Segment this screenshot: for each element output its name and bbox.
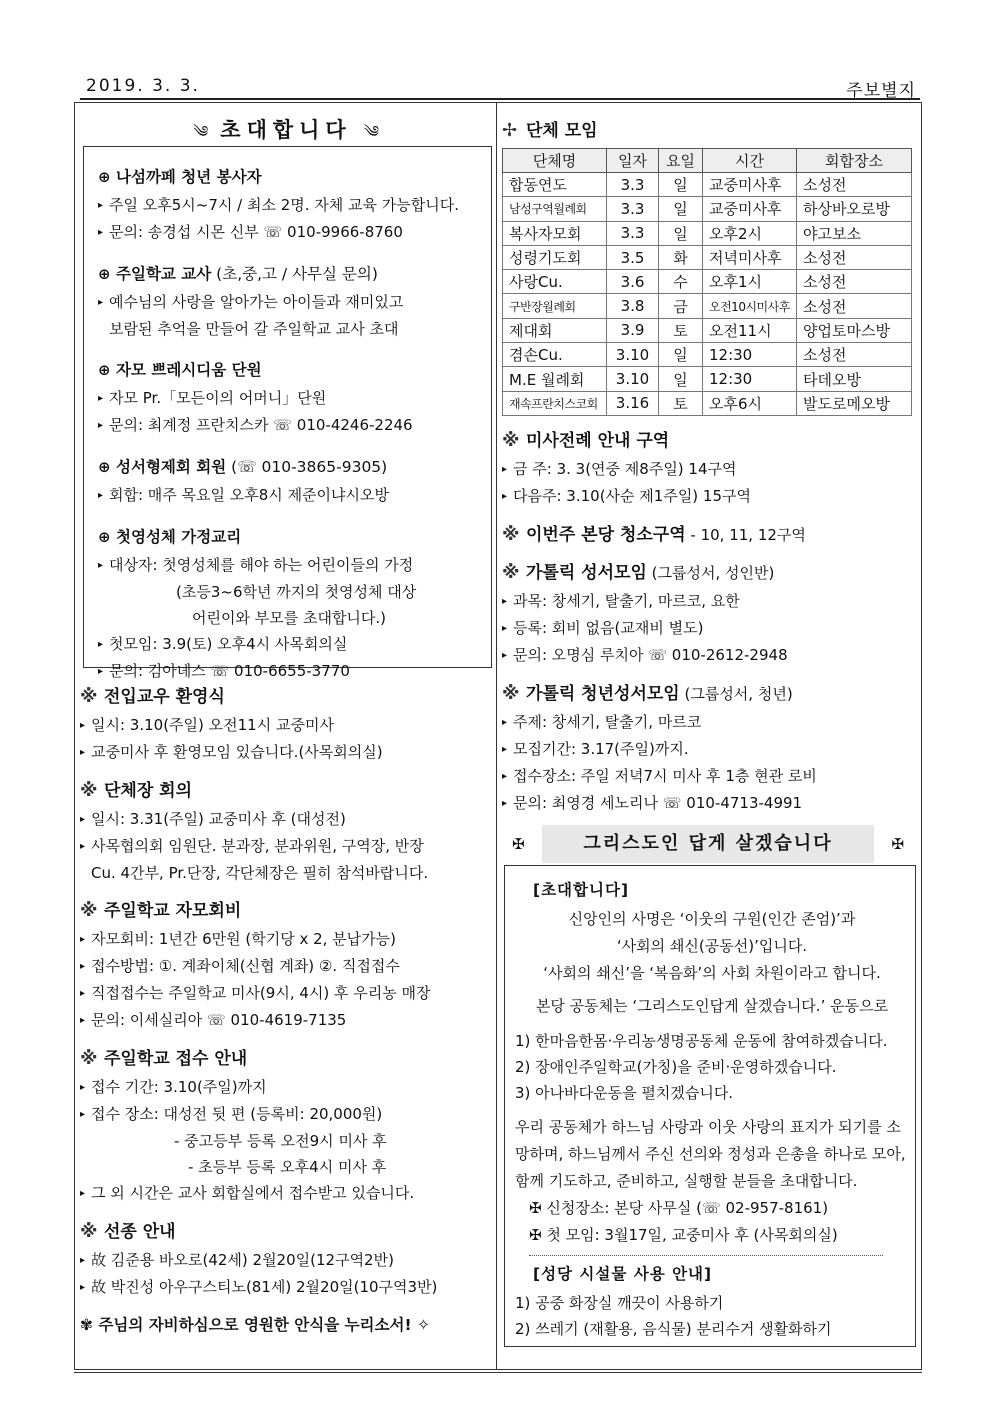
- table-row: 구반장월례회 3.8 금 오전10시미사후 소성전: [503, 294, 912, 318]
- cross-icon: ✠: [891, 834, 904, 853]
- section-line: ▸ 문의: 최영경 세노리나 ☏ 010-4713-4991: [502, 790, 916, 817]
- section-line: - 중고등부 등록 오전9시 미사 후: [174, 1132, 387, 1150]
- section-line: ▸ 일시: 3.31(주일) 교중미사 후 (대성전): [80, 806, 492, 833]
- mission-line: 신앙인의 사명은 ‘이웃의 구원(인간 존엄)’과: [568, 909, 856, 928]
- invite-line: ▸ 주일 오후5시~7시 / 최소 2명. 자체 교육 가능합니다.: [98, 192, 483, 219]
- sparkle-icon: ※: [80, 780, 98, 801]
- section-line: ▸ 접수 기간: 3.10(주일)까지: [80, 1074, 492, 1101]
- page-header: [80, 74, 920, 100]
- apply-line: ✠ 신청장소: 본당 사무실 (☏ 02-957-8161): [529, 1198, 829, 1217]
- arrow-icon: ▸: [502, 716, 508, 728]
- table-row: 합동연도 3.3 일 교중미사후 소성전: [503, 173, 912, 197]
- arrow-icon: ▸: [502, 743, 508, 755]
- section-line: ▸ 다음주: 3.10(사순 제1주일) 15구역: [502, 483, 916, 510]
- section-title: ※ 단체장 회의: [80, 778, 492, 804]
- section-title: ※ 전입교우 환영식: [80, 684, 492, 710]
- arrow-icon: ▸: [502, 797, 508, 809]
- section-line: ▸ 금 주: 3. 3(연중 제8주일) 14구역: [502, 456, 916, 483]
- section-line: ▸ 문의: 오명심 루치아 ☏ 010-2612-2948: [502, 642, 916, 669]
- sparkle-icon: ※: [80, 1221, 98, 1242]
- table-row: 제대회 3.9 토 오전11시 양업토마스방: [503, 318, 912, 342]
- sparkle-icon: ※: [502, 429, 520, 451]
- table-row: 복사자모회 3.3 일 오후2시 야고보소: [503, 221, 912, 245]
- banner-title: 그리스도인 답게 살겠습니다: [542, 825, 874, 863]
- section-line: ▸ 교중미사 후 환영모임 있습니다.(사목회의실): [80, 739, 492, 766]
- section-title: ※ 이번주 본당 청소구역 - 10, 11, 12구역: [502, 522, 916, 548]
- arrow-icon: ▸: [98, 393, 104, 404]
- section-title: ※ 미사전례 안내 구역: [502, 428, 916, 454]
- cross-flower-icon: ✢: [502, 120, 518, 141]
- invite-group-title: ⊕ 자모 쁘레시디움 단원: [98, 361, 262, 379]
- table-row: 재속프란치스코회 3.16 토 오후6시 발도로메오방: [503, 391, 912, 415]
- christian-box: [504, 865, 916, 1347]
- target-icon: ⊕: [98, 265, 111, 283]
- invite-title: ༄ 초대합니다 ༄: [193, 118, 379, 142]
- invite-line: ▸ 문의: 송경섭 시몬 신부 ☏ 010-9966-8760: [98, 219, 483, 246]
- candle-icon: ✧: [411, 1316, 430, 1334]
- mission-line: ‘사회의 쇄신’을 ‘복음화’의 사회 차원이라고 합니다.: [543, 963, 881, 982]
- section-line: ▸ 사목협의회 임원단. 분과장, 분과위원, 구역장, 반장: [80, 833, 492, 860]
- invite-line: ▸ 대상자: 첫영성체를 해야 하는 어린이들의 가정: [98, 552, 483, 579]
- arrow-icon: ▸: [80, 1255, 86, 1266]
- section-title: ※ 주일학교 자모회비: [80, 898, 492, 924]
- section-title: ※ 선종 안내: [80, 1219, 492, 1245]
- section-line: ▸ 일시: 3.10(주일) 오전11시 교중미사: [80, 712, 492, 739]
- invite-paragraph: 우리 공동체가 하느님 사랑과 이웃 사랑의 표지가 되기를 소망하며, 하느님께서 주신 선의와 정성과 은총을 하나로 모아, 함께 기도하고, 준비하고, 실행할 분들을 초대합니다.: [515, 1117, 906, 1190]
- arrow-icon: ▸: [98, 420, 104, 431]
- arrow-icon: ▸: [80, 720, 86, 731]
- bulletin-supplement-label: 주보별지: [846, 81, 916, 101]
- arrow-icon: ▸: [502, 490, 508, 502]
- schedule-table: [502, 148, 912, 416]
- section-line: ▸ 직접접수는 주일학교 미사(9시, 4시) 후 우리농 매장: [80, 980, 492, 1007]
- column-divider: [496, 102, 497, 1370]
- sparkle-icon: ※: [80, 686, 98, 707]
- arrow-icon: ▸: [80, 1109, 86, 1120]
- section-line: ▸ 과목: 창세기, 탈출기, 마르코, 요한: [502, 588, 916, 615]
- table-row: 성령기도회 3.5 화 저녁미사후 소성전: [503, 245, 912, 269]
- arrow-icon: ▸: [98, 666, 104, 677]
- dotted-divider: [529, 1255, 883, 1256]
- pledge-item: 1) 한마음한몸·우리농생명공동체 운동에 참여하겠습니다.: [515, 1031, 888, 1050]
- section-line: - 초등부 등록 오후4시 미사 후: [188, 1158, 387, 1176]
- col-header: 회합장소: [797, 149, 912, 173]
- left-column: [80, 106, 492, 1335]
- section-line: ▸ 주제: 창세기, 탈출기, 마르코: [502, 709, 916, 736]
- section-title: ※ 가톨릭 청년성서모임 (그룹성서, 청년): [502, 681, 916, 707]
- invite-line: ▸ 첫모임: 3.9(토) 오후4시 사목회의실: [98, 631, 483, 658]
- arrow-icon: ▸: [98, 560, 104, 571]
- invite-heading: [초대합니다]: [533, 880, 630, 899]
- section-line: ▸ 접수장소: 주일 저녁7시 미사 후 1층 현관 로비: [502, 763, 916, 790]
- invite-group-title: ⊕ 주일학교 교사 (초,중,고 / 사무실 문의): [98, 265, 378, 283]
- arrow-icon: ▸: [80, 934, 86, 945]
- arrow-icon: ▸: [80, 1188, 86, 1199]
- arrow-icon: ▸: [502, 649, 508, 661]
- facility-item: 1) 공중 화장실 깨끗이 사용하기: [515, 1293, 724, 1312]
- schedule-header-row: [503, 149, 912, 173]
- sparkle-icon: ※: [80, 900, 98, 921]
- invite-line: ▸ 문의: 최계정 프란치스카 ☏ 010-4246-2246: [98, 412, 483, 439]
- section-line: ▸ 접수방법: ①. 계좌이체(신협 계좌) ②. 직접접수: [80, 953, 492, 980]
- mission-line: 본당 공동체는 ‘그리스도인답게 살겠습니다.’ 운동으로: [535, 996, 889, 1015]
- arrow-icon: ▸: [502, 463, 508, 475]
- invite-box: [83, 146, 492, 680]
- arrow-icon: ▸: [80, 1082, 86, 1093]
- cross-icon: ✠: [529, 1198, 542, 1217]
- arrow-icon: ▸: [80, 841, 86, 852]
- schedule-title: ✢ 단체 모임: [502, 118, 916, 144]
- section-line: ▸ 모집기간: 3.17(주일)까지.: [502, 736, 916, 763]
- section-title: ※ 주일학교 접수 안내: [80, 1046, 492, 1072]
- ornament-right-icon: ༄: [363, 122, 379, 141]
- arrow-icon: ▸: [98, 490, 104, 501]
- section-line: ▸ 접수 장소: 대성전 뒷 편 (등록비: 20,000원): [80, 1101, 492, 1128]
- col-header: 요일: [659, 149, 703, 173]
- arrow-icon: ▸: [502, 770, 508, 782]
- section-title: ※ 가톨릭 성서모임 (그룹성서, 성인반): [502, 560, 916, 586]
- invite-line: ▸ 문의: 김아녜스 ☏ 010-6655-3770: [98, 658, 483, 685]
- target-icon: ⊕: [98, 458, 111, 476]
- cross-icon: ✠: [529, 1225, 542, 1244]
- arrow-icon: ▸: [80, 747, 86, 758]
- arrow-icon: ▸: [98, 639, 104, 650]
- mission-line: ‘사회의 쇄신(공동선)’입니다.: [616, 936, 808, 955]
- bottom-rule: [74, 1372, 922, 1373]
- invite-group-title: ⊕ 첫영성체 가정교리: [98, 528, 242, 546]
- facility-item: 2) 쓰레기 (재활용, 음식물) 분리수거 생활화하기: [515, 1319, 832, 1338]
- col-header: 단체명: [503, 149, 607, 173]
- arrow-icon: ▸: [502, 595, 508, 607]
- arrow-icon: ▸: [98, 297, 104, 308]
- condolence-message: ✾ 주님의 자비하심으로 영원한 안식을 누리소서! ✧: [80, 1316, 430, 1334]
- arrow-icon: ▸: [80, 1282, 86, 1293]
- pledge-item: 3) 아나바다운동을 펼치겠습니다.: [515, 1083, 734, 1102]
- section-line: ▸ 故 박진성 아우구스티노(81세) 2월20일(10구역3반): [80, 1274, 492, 1301]
- section-line: ▸ 문의: 이세실리아 ☏ 010-4619-7135: [80, 1007, 492, 1034]
- table-row: 남성구역월례회 3.3 일 교중미사후 하상바오로방: [503, 197, 912, 221]
- section-line: ▸ 등록: 회비 없음(교재비 별도): [502, 615, 916, 642]
- invite-line: (초등3~6학년 까지의 첫영성체 대상: [176, 583, 417, 601]
- bulletin-date: 2019. 3. 3.: [86, 76, 200, 96]
- section-line: ▸ 자모회비: 1년간 6만원 (학기당 x 2, 분납가능): [80, 926, 492, 953]
- arrow-icon: ▸: [98, 200, 104, 211]
- invite-group-title: ⊕ 성서형제회 회원 (☏ 010-3865-9305): [98, 458, 388, 476]
- table-row: 사랑Cu. 3.6 수 오후1시 소성전: [503, 270, 912, 294]
- table-row: 겸손Cu. 3.10 일 12:30 소성전: [503, 343, 912, 367]
- col-header: 일자: [607, 149, 659, 173]
- arrow-icon: ▸: [98, 227, 104, 238]
- target-icon: ⊕: [98, 528, 111, 546]
- invite-group-title: ⊕ 나섬까페 청년 봉사자: [98, 168, 262, 186]
- section-line: Cu. 4간부, Pr.단장, 각단체장은 필히 참석바랍니다.: [91, 864, 429, 882]
- sparkle-icon: ※: [80, 1048, 98, 1069]
- invite-line: 보람된 추억을 만들어 갈 주일학교 교사 초대: [109, 320, 399, 338]
- target-icon: ⊕: [98, 168, 111, 186]
- apply-line: ✠ 첫 모임: 3월17일, 교중미사 후 (사목회의실): [529, 1225, 838, 1244]
- sparkle-icon: ※: [502, 561, 520, 583]
- pledge-item: 2) 장애인주일학교(가칭)을 준비·운영하겠습니다.: [515, 1057, 837, 1076]
- sparkle-icon: ※: [502, 682, 520, 704]
- ornament-left-icon: ༄: [193, 122, 209, 141]
- invite-line: 어린이와 부모를 초대합니다.): [192, 609, 387, 627]
- right-column: [502, 106, 916, 1347]
- arrow-icon: ▸: [80, 814, 86, 825]
- arrow-icon: ▸: [80, 961, 86, 972]
- invite-line: ▸ 회합: 매주 목요일 오후8시 제준이냐시오방: [98, 482, 483, 509]
- target-icon: ⊕: [98, 361, 111, 379]
- arrow-icon: ▸: [502, 622, 508, 634]
- christian-banner: [502, 825, 916, 865]
- facility-heading: [성당 시설물 사용 안내]: [533, 1264, 713, 1283]
- cross-icon: ✠: [512, 834, 525, 853]
- invite-line: ▸ 예수님의 사랑을 알아가는 아이들과 재미있고: [98, 289, 483, 316]
- flower-icon: ✾: [80, 1316, 99, 1334]
- table-row: M.E 월례회 3.10 일 12:30 타데오방: [503, 367, 912, 391]
- sparkle-icon: ※: [502, 523, 520, 545]
- col-header: 시간: [703, 149, 797, 173]
- invite-line: ▸ 자모 Pr.「모든이의 어머니」단원: [98, 385, 483, 412]
- section-line: ▸ 故 김준용 바오로(42세) 2월20일(12구역2반): [80, 1247, 492, 1274]
- arrow-icon: ▸: [80, 988, 86, 999]
- section-line: ▸ 그 외 시간은 교사 회합실에서 접수받고 있습니다.: [80, 1180, 492, 1207]
- arrow-icon: ▸: [80, 1015, 86, 1026]
